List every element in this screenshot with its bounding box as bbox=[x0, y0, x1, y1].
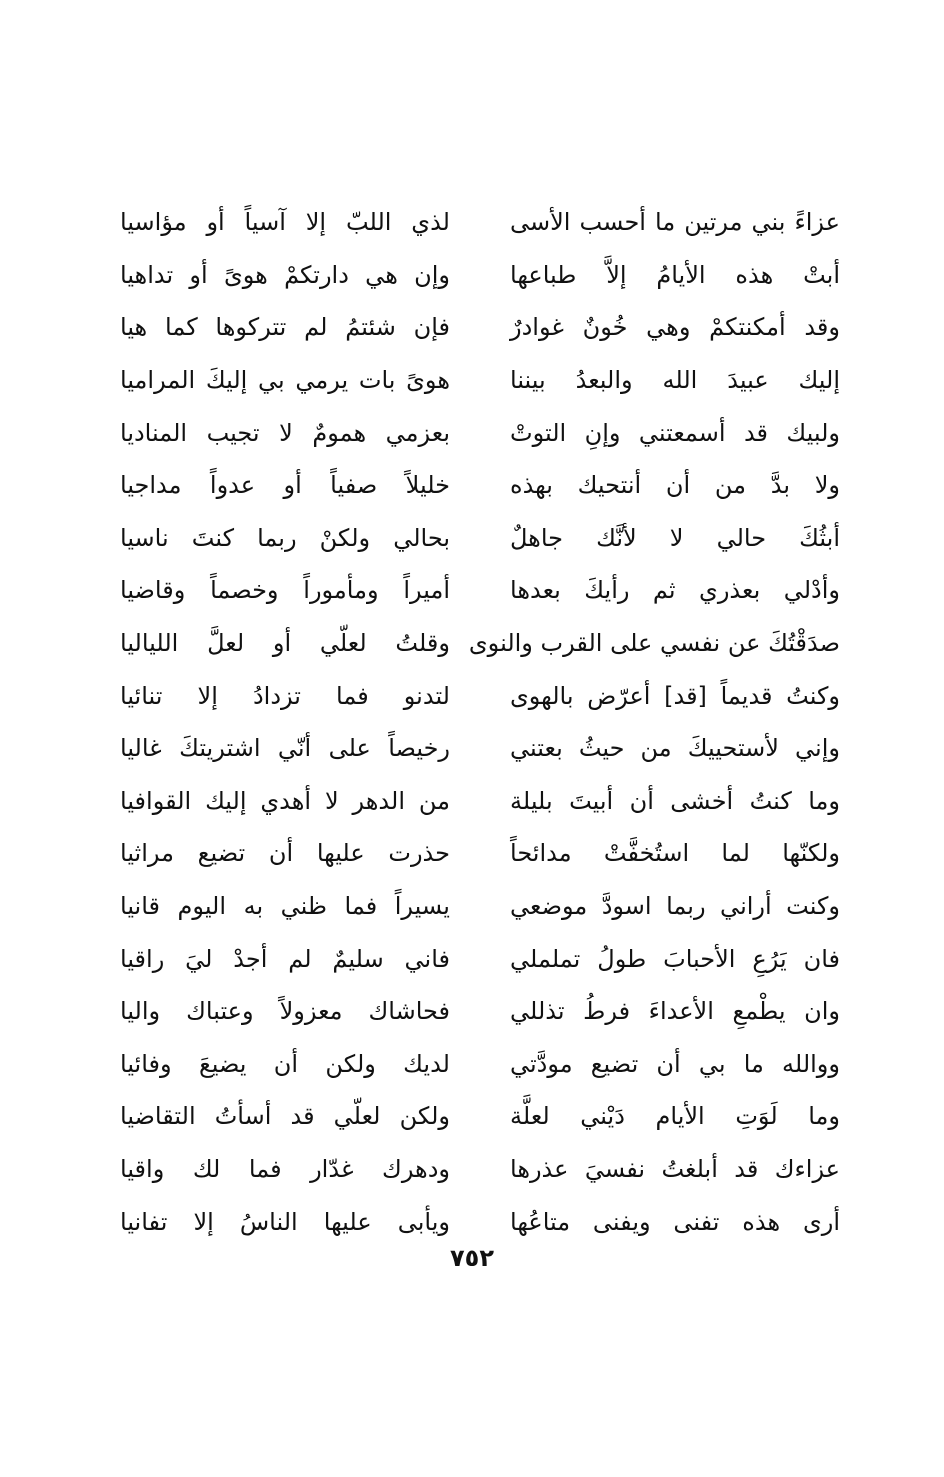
second-hemistich: بعزمي همومٌ لا تجيب المناديا bbox=[120, 418, 450, 447]
first-hemistich: ووالله ما بي أن تضيع مودَّتي bbox=[510, 1049, 840, 1078]
first-hemistich: عزاءك قد أبلغتُ نفسيَ عذرها bbox=[510, 1154, 840, 1183]
verse-line bbox=[120, 564, 840, 617]
first-hemistich: إليك عبيدَ الله والبعدُ بيننا bbox=[510, 366, 840, 395]
second-hemistich: خليلاً صفياً أو عدواً مداجيا bbox=[120, 471, 450, 500]
first-hemistich: ولا بدَّ من أن أنتحيك بهذه bbox=[510, 471, 840, 500]
second-hemistich: من الدهر لا أهدي إليك القوافيا bbox=[120, 786, 450, 815]
first-hemistich: وأدْلي بعذري ثم رأيكَ بعدها bbox=[510, 576, 840, 605]
verse-line bbox=[120, 1090, 840, 1143]
second-hemistich: ودهرك غدّار فما لك واقيا bbox=[120, 1154, 450, 1183]
verse-line bbox=[120, 249, 840, 302]
first-hemistich: ولكنّها لما استُخفَّتْ مدائحاً bbox=[510, 839, 840, 868]
first-hemistich: وكنتُ قديماً [قد] أعرّض بالهوى bbox=[510, 681, 840, 710]
second-hemistich: يسيراً فما ظني به اليوم قانيا bbox=[120, 892, 450, 921]
second-hemistich: لديك ولكن أن يضيعَ وفائيا bbox=[120, 1049, 450, 1078]
page-number: ٧٥٢ bbox=[450, 1244, 494, 1272]
second-hemistich: وقلتُ لعلّي أو لعلَّ اللياليا bbox=[120, 629, 450, 658]
verse-line bbox=[120, 1038, 840, 1091]
verse-line bbox=[120, 406, 840, 459]
first-hemistich: وإني لأستحييكَ من حيثُ بعتني bbox=[510, 734, 840, 763]
first-hemistich: وان يطْمعِ الأعداءَ فرطُ تذللي bbox=[510, 997, 840, 1026]
first-hemistich: وما كنتُ أخشى أن أبيتَ بليلة bbox=[510, 786, 840, 815]
second-hemistich: فإن شئتمُ لم تتركوها كما هيا bbox=[120, 313, 450, 342]
first-hemistich: وكنت أراني ربما اسودَّ موضعي bbox=[510, 892, 840, 921]
verse-line bbox=[120, 301, 840, 354]
second-hemistich: لتدنو فما تزدادُ إلا تنائيا bbox=[120, 681, 450, 710]
first-hemistich: أبثُكَ حالي لا لأنَّك جاهلٌ bbox=[510, 523, 840, 552]
second-hemistich: فاني سليمٌ لم أجدْ ليَ راقيا bbox=[120, 944, 450, 973]
second-hemistich: لذي اللبّ إلا آسياً أو مؤاسيا bbox=[120, 208, 450, 237]
first-hemistich: ولبيك قد أسمعتني وإنِ التوتْ bbox=[510, 418, 840, 447]
verse-line bbox=[120, 669, 840, 722]
verse-line bbox=[120, 196, 840, 249]
first-hemistich: وما لَوَتِ الأيام دَيْني لعلَّة bbox=[510, 1102, 840, 1131]
first-hemistich: أرى هذه تفنى ويفنى متاعُها bbox=[510, 1207, 840, 1236]
verse-line bbox=[120, 354, 840, 407]
verse-line bbox=[120, 932, 840, 985]
second-hemistich: بحالي ولكنْ ربما كنتَ ناسيا bbox=[120, 523, 450, 552]
verse-line bbox=[120, 512, 840, 565]
second-hemistich: فحاشاك معزولاً وعتباك واليا bbox=[120, 997, 450, 1026]
verse-line bbox=[120, 775, 840, 828]
second-hemistich: وإن هي دارتكمْ هوىً أو تداهيا bbox=[120, 260, 450, 289]
verse-line bbox=[120, 827, 840, 880]
verse-line bbox=[120, 1195, 840, 1248]
first-hemistich: صدَقْتُكَ عن نفسي على القرب والنوى bbox=[468, 629, 840, 658]
verse-line bbox=[120, 1143, 840, 1196]
second-hemistich: أميراً ومأموراً وخصماً وقاضيا bbox=[120, 576, 450, 605]
verse-line bbox=[120, 985, 840, 1038]
second-hemistich: رخيصاً على أنّي اشتريتكَ غاليا bbox=[120, 734, 450, 763]
second-hemistich: ويأبى عليها الناسُ إلا تفانيا bbox=[120, 1207, 450, 1236]
verse-line bbox=[120, 617, 840, 670]
verse-line bbox=[120, 459, 840, 512]
first-hemistich: فان يَرُعِ الأحبابَ طولُ تململي bbox=[510, 944, 840, 973]
second-hemistich: حذرت عليها أن تضيع مراثيا bbox=[120, 839, 450, 868]
first-hemistich: وقد أمكنتكمْ وهي خُونٌ غوادرٌ bbox=[510, 313, 840, 342]
first-hemistich: عزاءً بني مرتين ما أحسب الأسى bbox=[510, 208, 840, 237]
second-hemistich: ولكن لعلّي قد أسأتُ التقاضيا bbox=[120, 1102, 450, 1131]
first-hemistich: أبتْ هذه الأيامُ إلاَّ طباعها bbox=[510, 260, 840, 289]
poem-body bbox=[120, 196, 840, 1248]
second-hemistich: هوىً بات يرمي بي إليكَ المراميا bbox=[120, 366, 450, 395]
verse-line bbox=[120, 722, 840, 775]
verse-line bbox=[120, 880, 840, 933]
